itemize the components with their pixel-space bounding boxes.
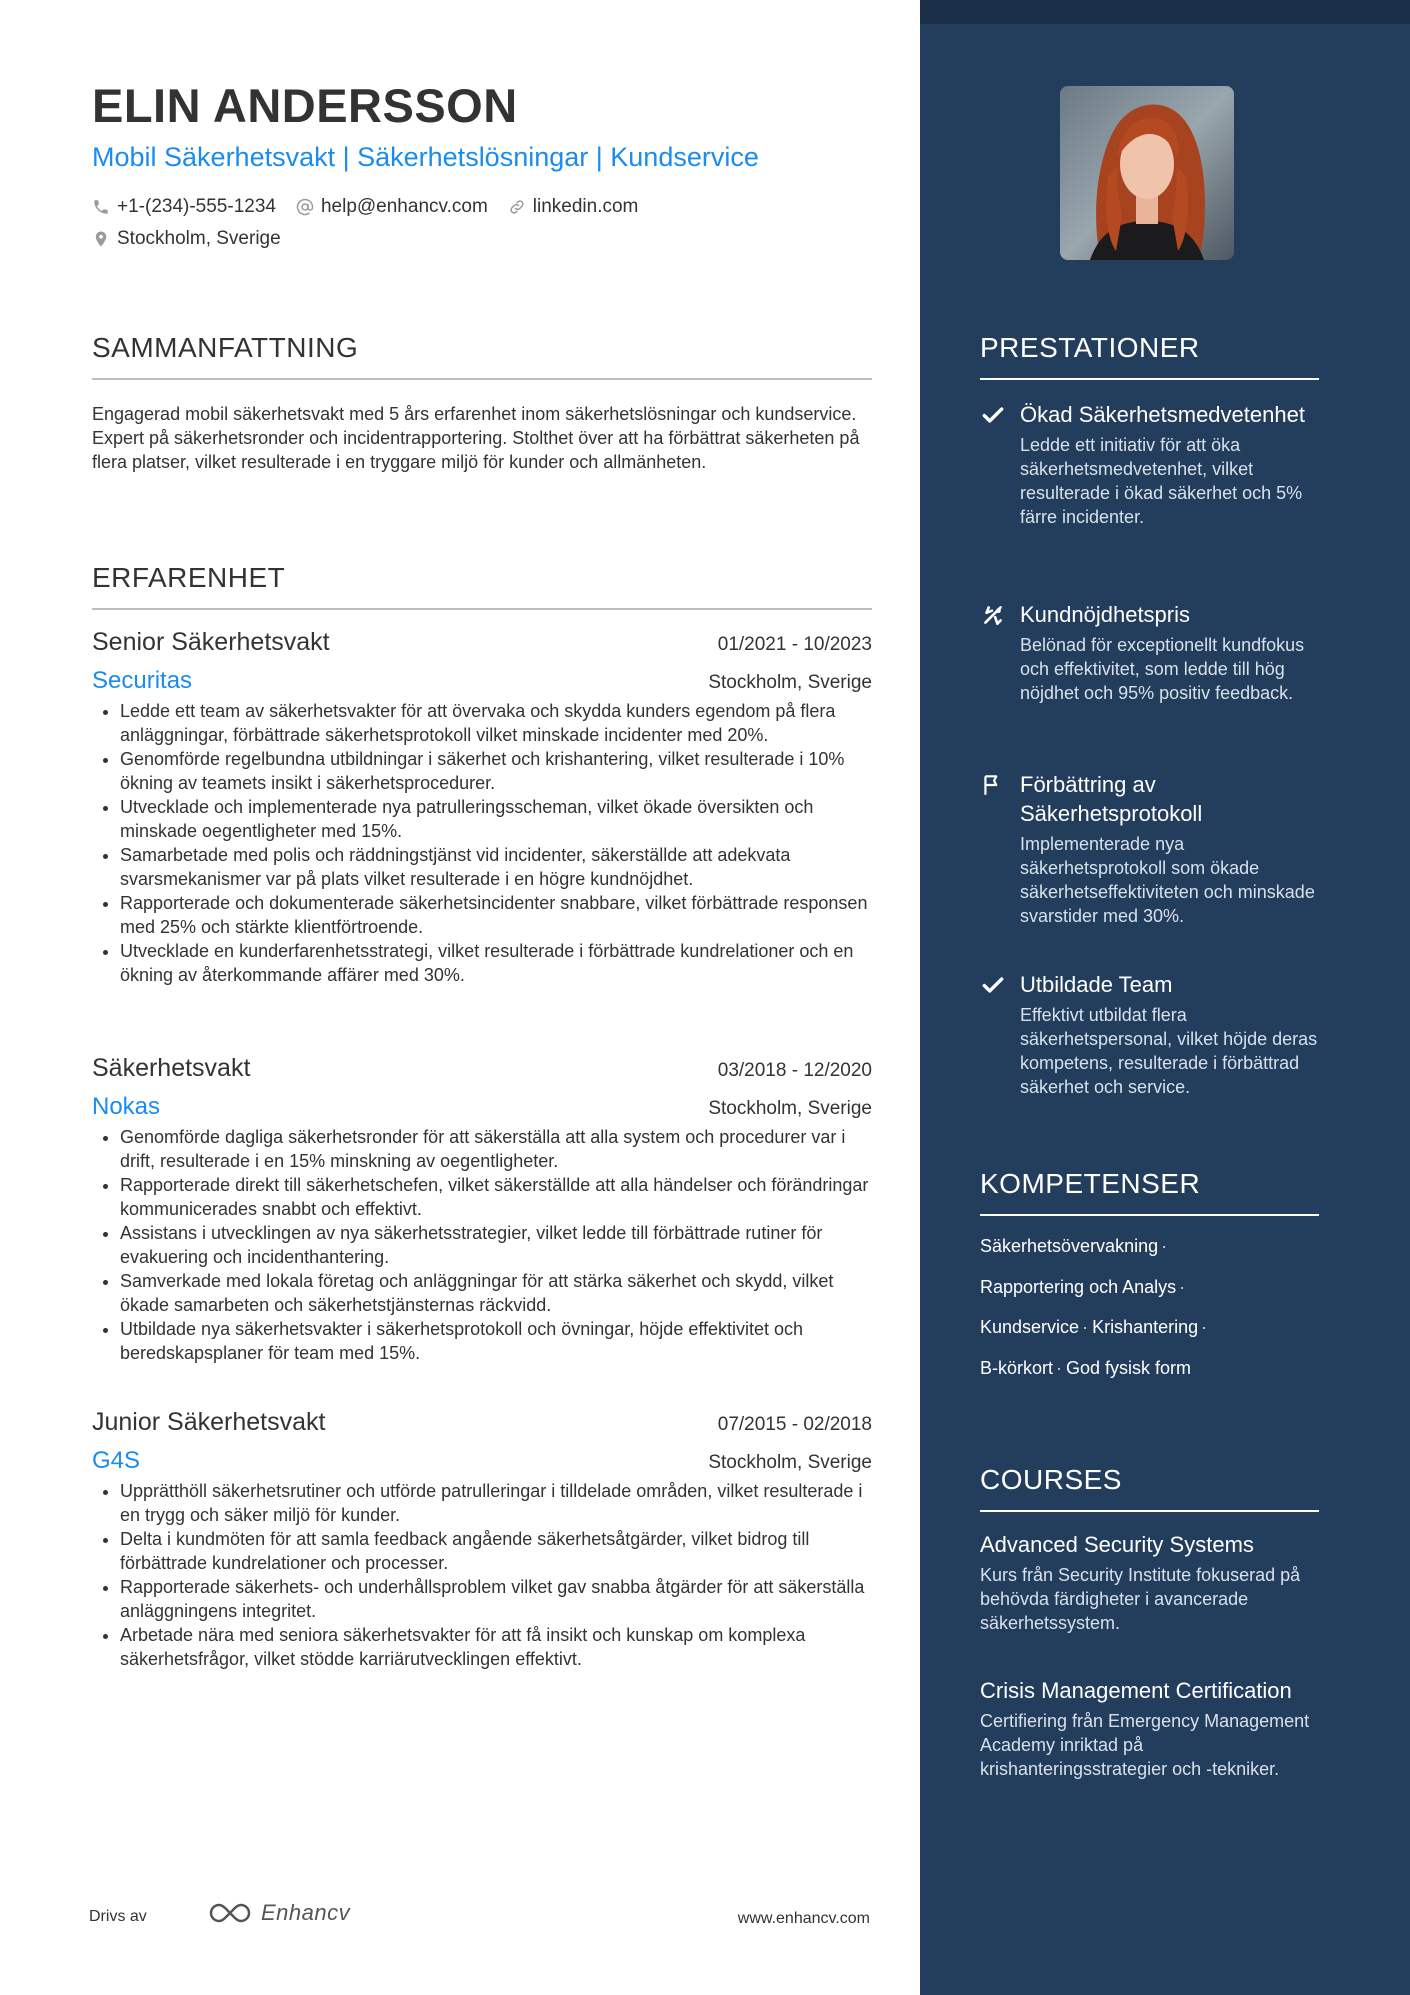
flag-icon — [980, 772, 1006, 798]
bullet-item: • Rapporterade direkt till säkerhetschefen, vilket säkerställde att alla händelser och förändringar kommunicerades snabbt och effektivt. — [120, 1173, 872, 1221]
job-location: Stockholm, Sverige — [708, 1452, 872, 1473]
separator-dot: · — [1201, 1317, 1208, 1337]
separator-dot: · — [1161, 1236, 1168, 1256]
summary-heading: SAMMANFATTNING — [92, 332, 359, 363]
company-name[interactable]: Nokas — [92, 1093, 161, 1120]
achievement-desc: Implementerade nya säkerhetsprotokoll som ökade säkerhetseffektiviteten och minskade svarstider med 30%. — [1020, 834, 1315, 926]
at-icon — [296, 198, 314, 216]
course-desc: Kurs från Security Institute fokuserad på behövda färdigheter i avancerade säkerhetssystem. — [980, 1565, 1301, 1633]
job-location: Stockholm, Sverige — [708, 672, 872, 693]
achievement-item — [980, 970, 1330, 1099]
achievement-desc: Ledde ett initiativ för att öka säkerhetsmedvetenhet, vilket resulterade i ökad säkerhet och 5% färre incidenter. — [1020, 435, 1303, 527]
link-icon — [508, 198, 526, 216]
bullet-item: • Assistans i utvecklingen av nya säkerhetsstrategier, vilket ledde till förbättrade rutiner för evakuering och incidenthantering. — [120, 1221, 872, 1269]
achievements-divider — [980, 378, 1319, 380]
job-bullets — [92, 1479, 872, 1671]
job-title: Senior Säkerhetsvakt — [92, 628, 330, 656]
sidebar — [920, 0, 1410, 1995]
bullet-item: • Utvecklade en kunderfarenhetsstrategi, vilket resulterade i förbättrade kundrelationer och en ökning av återkommande affärer med 30%. — [120, 939, 872, 987]
bullet-item: • Samarbetade med polis och räddningstjänst vid incidenter, säkerställde att adekvata svarsmekanismer var på plats vilket resulterade i en högre kundnöjdhet. — [120, 843, 872, 891]
contact-location — [92, 228, 281, 250]
bullet-item: • Genomförde regelbundna utbildningar i säkerhet och krishantering, vilket resulterade i 10% ökning av teamets insikt i säkerhetsprocedurer. — [120, 747, 872, 795]
achievement-desc: Belönad för exceptionellt kundfokus och effektivitet, som ledde till hög nöjdhet och 95% positiv feedback. — [1020, 635, 1305, 703]
check-icon — [980, 972, 1006, 998]
achievement-desc: Effektivt utbildat flera säkerhetspersonal, vilket höjde deras kompetens, resulterade i förbättrad säkerhet och service. — [1020, 1005, 1318, 1097]
enhancv-logo[interactable] — [207, 1900, 350, 1926]
achievement-title: Ökad Säkerhetsmedvetenhet — [1020, 402, 1305, 427]
courses-divider — [980, 1510, 1319, 1512]
skill-tag: B-körkort — [980, 1357, 1054, 1378]
profile-photo — [1060, 86, 1234, 260]
achievement-item — [980, 600, 1330, 705]
skill-tag: God fysisk form — [1066, 1357, 1192, 1378]
job-entry — [92, 628, 872, 987]
course-title: Advanced Security Systems — [980, 1532, 1254, 1557]
job-entry — [92, 1408, 872, 1671]
bullet-item: • Genomförde dagliga säkerhetsronder för att säkerställa att alla system och procedurer var i drift, resulterade i en 15% minskning av oegentligheter. — [120, 1125, 872, 1173]
skill-tag: Krishantering — [1092, 1317, 1199, 1337]
website-link[interactable]: www.enhancv.com — [737, 1910, 870, 1927]
separator-dot: · — [1082, 1317, 1089, 1337]
contact-info — [92, 196, 658, 260]
skill-tag: Kundservice — [980, 1317, 1080, 1337]
location-text: Stockholm, Sverige — [117, 228, 281, 249]
bullet-item: • Rapporterade och dokumenterade säkerhetsincidenter snabbare, vilket förbättrade responsen med 25% och stärkte klientförtroende. — [120, 891, 872, 939]
infinity-logo-icon — [207, 1901, 253, 1925]
achievement-title: Utbildade Team — [1020, 972, 1173, 997]
achievements-heading: PRESTATIONER — [980, 332, 1200, 363]
skill-tag: Säkerhetsövervakning — [980, 1236, 1159, 1256]
achievement-item — [980, 770, 1330, 928]
course-desc: Certifiering från Emergency Management Academy inriktad på krishanteringsstrategier och -tekniker. — [980, 1711, 1310, 1779]
skills-heading: KOMPETENSER — [980, 1168, 1201, 1199]
bullet-item: • Delta i kundmöten för att samla feedback angående säkerhetsåtgärder, vilket bidrog till förbättrade kundrelationer och processer. — [120, 1527, 872, 1575]
skills-list — [980, 1236, 1360, 1398]
award-icon — [980, 602, 1006, 628]
logo-text: Enhancv — [261, 1900, 351, 1925]
course-item — [980, 1530, 1330, 1635]
summary-text: Engagerad mobil säkerhetsvakt med 5 års erfarenhet inom säkerhetslösningar och kundservice. Expert på säkerhetsronder och incidentrapportering. Stolthet över att ha förbättrat säkerheten på flera platser, vilket resulterade i en tryggare miljö för kunder och allmänheten. — [92, 404, 860, 472]
phone-icon — [92, 198, 110, 216]
job-dates: 07/2015 - 02/2018 — [717, 1414, 872, 1435]
summary-divider — [92, 378, 872, 380]
bullet-item: • Utvecklade och implementerade nya patrulleringsscheman, vilket ökade översikten och minskade oegentligheter med 15%. — [120, 795, 872, 843]
contact-linkedin[interactable] — [508, 196, 639, 218]
footer — [89, 1900, 882, 1936]
bullet-item: • Ledde ett team av säkerhetsvakter för att övervaka och skydda kunders egendom på flera anläggningar, förbättrade säkerhetsprotokoll vilket minskade incidenter med 20%. — [120, 699, 872, 747]
sidebar-top-bar — [920, 0, 1410, 24]
bullet-item: • Upprätthöll säkerhetsrutiner och utförde patrulleringar i tilldelade områden, vilket resulterade i en trygg och säker miljö för kunder. — [120, 1479, 872, 1527]
company-name[interactable]: Securitas — [92, 667, 193, 694]
company-name[interactable]: G4S — [92, 1447, 141, 1474]
skill-tag: Rapportering och Analys — [980, 1276, 1177, 1297]
achievement-item — [980, 400, 1330, 529]
portrait-image — [1060, 86, 1234, 260]
bullet-item: • Samverkade med lokala företag och anläggningar för att stärka säkerhet och skydd, vilket ökade samarbeten och säkerhetstjänsternas räckvidd. — [120, 1269, 872, 1317]
linkedin-text: linkedin.com — [532, 196, 639, 217]
location-pin-icon — [92, 230, 110, 248]
course-item — [980, 1676, 1330, 1781]
contact-email[interactable] — [296, 196, 488, 218]
bullet-item: • Utbildade nya säkerhetsvakter i säkerhetsprotokoll och övningar, höjde effektivitet och beredskapsplaner för team med 15%. — [120, 1317, 872, 1365]
job-title: Junior Säkerhetsvakt — [92, 1408, 326, 1436]
job-bullets — [92, 699, 872, 987]
contact-phone[interactable] — [92, 196, 276, 218]
achievement-title: Förbättring av Säkerhetsprotokoll — [1020, 772, 1203, 826]
check-icon — [980, 402, 1006, 428]
job-bullets — [92, 1125, 872, 1365]
bullet-item: • Rapporterade säkerhets- och underhållsproblem vilket gav snabba åtgärder för att säkerställa anläggningens integritet. — [120, 1575, 872, 1623]
powered-by-label: Drivs av — [89, 1908, 147, 1925]
bullet-item: • Arbetade nära med seniora säkerhetsvakter för att få insikt och kunskap om komplexa säkerhetsfrågor, vilket stödde karriärutvecklingen effektivt. — [120, 1623, 872, 1671]
skills-divider — [980, 1214, 1319, 1216]
job-location: Stockholm, Sverige — [708, 1098, 872, 1119]
job-entry — [92, 1054, 872, 1365]
course-title: Crisis Management Certification — [980, 1678, 1292, 1703]
job-dates: 01/2021 - 10/2023 — [717, 634, 872, 655]
achievement-title: Kundnöjdhetspris — [1020, 602, 1191, 627]
job-dates: 03/2018 - 12/2020 — [717, 1060, 872, 1081]
email-text: help@enhancv.com — [320, 196, 488, 217]
experience-heading: ERFARENHET — [92, 562, 286, 593]
phone-text: +1-(234)-555-1234 — [117, 196, 276, 217]
candidate-name: ELIN ANDERSSON — [92, 79, 518, 132]
experience-divider — [92, 608, 872, 610]
separator-dot: · — [1056, 1357, 1063, 1378]
courses-heading: COURSES — [980, 1464, 1122, 1495]
job-title: Säkerhetsvakt — [92, 1054, 251, 1082]
separator-dot: · — [1179, 1276, 1186, 1297]
headline: Mobil Säkerhetsvakt | Säkerhetslösningar | Kundservice — [92, 142, 759, 172]
